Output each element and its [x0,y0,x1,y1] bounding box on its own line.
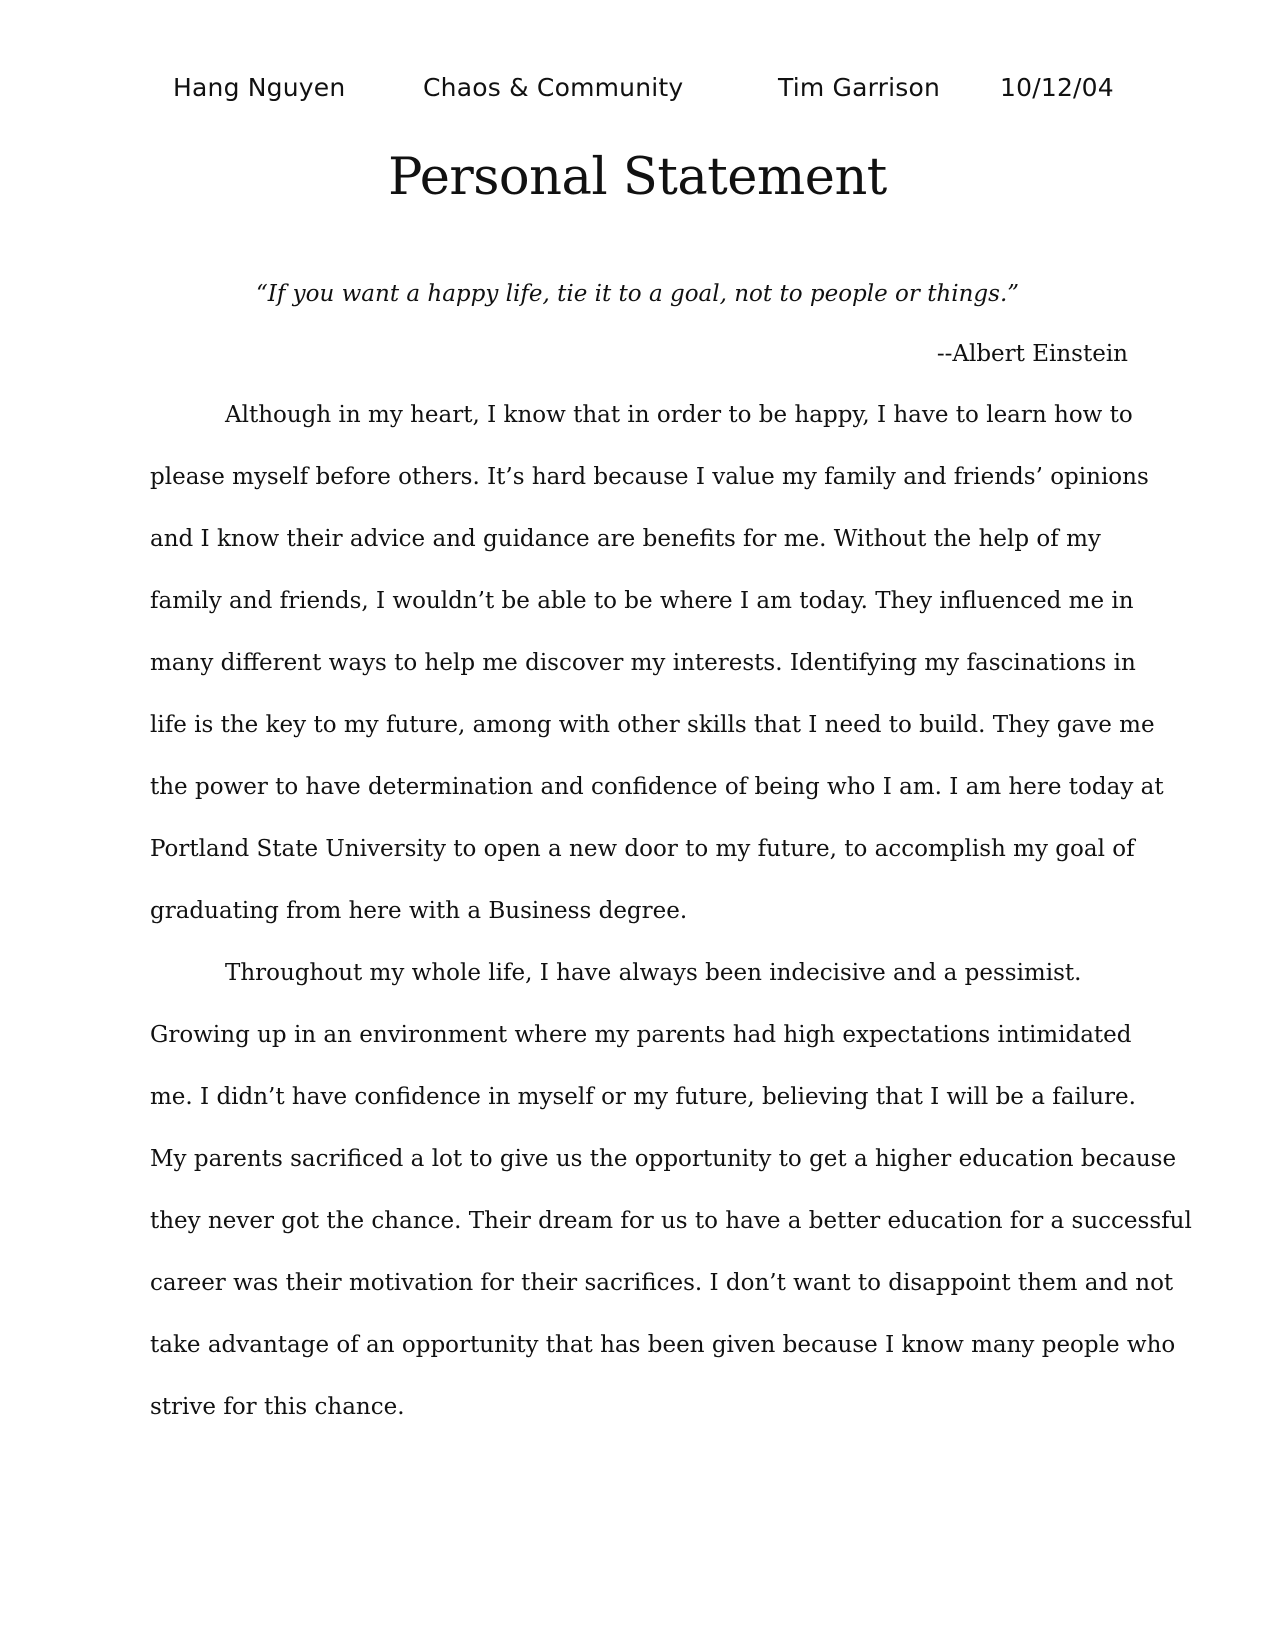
text-line: life is the key to my future, among with other skills that I need to build. They gave me [150,712,1155,738]
header-author: Hang Nguyen [173,73,346,102]
body-text [150,398,1192,1452]
text-line: please myself before others. It’s hard because I value my family and friends’ opinions [150,464,1149,490]
text-line: Although in my heart, I know that in order to be happy, I have to learn how to [225,402,1133,428]
text-line: Portland State University to open a new door to my future, to accomplish my goal of [150,836,1135,862]
text-line: career was their motivation for their sacrifices. I don’t want to disappoint them and not [150,1270,1174,1296]
epigraph-quote: “If you want a happy life, tie it to a goal, not to people or things.” [255,281,1020,307]
text-line: Throughout my whole life, I have always been indecisive and a pessimist. [225,960,1082,986]
text-line: me. I didn’t have confidence in myself or my future, believing that I will be a failure. [150,1084,1136,1110]
text-line: family and friends, I wouldn’t be able to be where I am today. They influenced me in [150,588,1134,614]
epigraph-attribution: --Albert Einstein [936,341,1128,367]
text-line: the power to have determination and confidence of being who I am. I am here today at [150,774,1164,800]
text-line: graduating from here with a Business degree. [150,898,688,924]
text-line: strive for this chance. [150,1394,405,1420]
text-line: they never got the chance. Their dream for us to have a better education for a successful [150,1208,1192,1234]
text-line: take advantage of an opportunity that has been given because I know many people who [150,1332,1176,1358]
header-date: 10/12/04 [1000,73,1114,102]
text-line: Growing up in an environment where my parents had high expectations intimidated [150,1022,1132,1048]
paragraph [150,956,1192,1452]
paragraph [150,398,1164,956]
header-course: Chaos & Community [423,73,684,102]
header-instructor: Tim Garrison [778,73,941,102]
text-line: My parents sacrificed a lot to give us the opportunity to get a higher education because [150,1146,1177,1172]
text-line: and I know their advice and guidance are benefits for me. Without the help of my [150,526,1101,552]
text-line: many different ways to help me discover my interests. Identifying my fascinations in [150,650,1136,676]
document-title: Personal Statement [388,148,887,207]
